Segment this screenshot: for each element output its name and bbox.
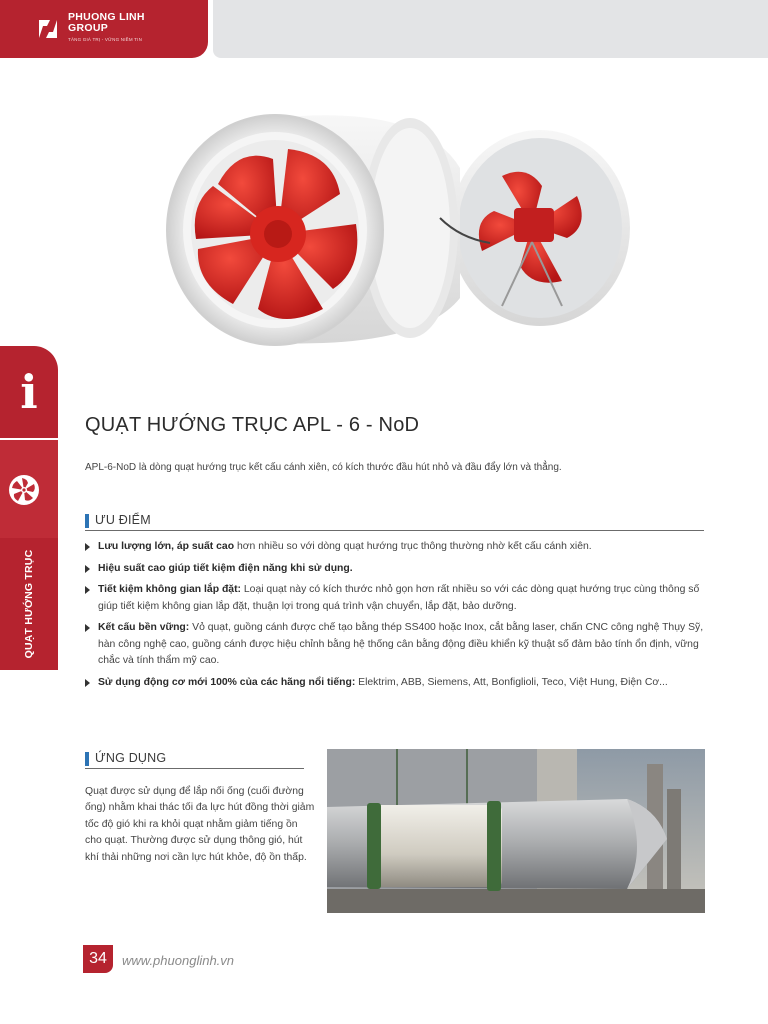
application-photo — [327, 749, 705, 913]
page-title: QUẠT HƯỚNG TRỤC APL - 6 - NoD — [85, 414, 420, 436]
advantages-heading — [85, 511, 704, 531]
side-tab-info — [0, 346, 58, 438]
brand-slogan: TĂNG GIÁ TRỊ - VỮNG NIỀM TIN — [68, 37, 143, 42]
application-text: Quạt được sử dụng để lắp nối ống (cuối đường ống) nhằm khai thác tối đa lực hút đồng thời giảm tốc độ gió khi ra khỏi quạt nhằm giảm tiếng ồn cho quạt. Thường được sử dụng thông gió, hút khí thải những nơi cần lực hút khỏe, độ ồn thấp. — [85, 786, 315, 863]
product-image — [160, 108, 640, 358]
advantage-item-bold: Sử dụng động cơ mới 100% của các hãng nổi tiếng: — [98, 676, 356, 688]
application-heading-text: ỨNG DỤNG — [95, 751, 167, 765]
advantage-item-bold: Kết cấu bền vững: — [98, 622, 190, 633]
bullet-arrow-icon — [85, 565, 90, 573]
advantage-item-text: Loại quạt này có kích thước nhỏ gọn hơn rất nhiều so với các dòng quạt hướng trục cùng thông số giúp tiết kiệm không gian lắp đặt, thuận lợi trong quá trình vận chuyển, lắp đặt, bảo dưỡng. — [98, 584, 700, 612]
bullet-arrow-icon — [85, 624, 90, 632]
advantage-item-bold: Hiệu suất cao giúp tiết kiệm điện năng khi sử dụng. — [98, 562, 353, 574]
heading-accent-bar — [85, 514, 89, 528]
advantage-item — [85, 620, 707, 670]
brand-name-line1: PHUONG LINH — [68, 11, 145, 23]
bullet-arrow-icon — [85, 586, 90, 594]
website-link[interactable]: www.phuonglinh.vn — [122, 953, 235, 968]
fan-icon — [8, 474, 40, 506]
brand-name — [68, 12, 145, 34]
product-intro: APL-6-NoD là dòng quạt hướng trục kết cấu cánh xiên, có kích thước đầu hút nhỏ và đầu đẩy lớn và thẳng. — [85, 462, 562, 473]
advantage-item — [85, 561, 707, 578]
heading-accent-bar — [85, 752, 89, 766]
advantage-item — [85, 675, 707, 692]
bullet-arrow-icon — [85, 679, 90, 687]
brand-logo-block — [0, 0, 208, 58]
brand-name-line2: GROUP — [68, 22, 109, 34]
side-tab-label: QUẠT HƯỚNG TRỤC — [23, 549, 35, 659]
advantage-item — [85, 539, 707, 556]
advantage-item — [85, 582, 707, 615]
bullet-arrow-icon — [85, 543, 90, 551]
advantage-item-text: Vỏ quạt, guồng cánh được chế tạo bằng thép SS400 hoặc Inox, cắt bằng laser, chấn CNC công nghệ Thụy Sỹ, hàn công nghệ cao, guồng cánh được hiệu chỉnh bằng hệ thống cân bằng động điều khiển kỹ thuật số đảm bảo tính ổn định, vững chắc và tính thẩm mỹ cao. — [98, 622, 704, 666]
advantage-item-text: hơn nhiều so với dòng quạt hướng trục thông thường nhờ kết cấu cánh xiên. — [234, 541, 592, 552]
application-heading — [85, 749, 304, 769]
advantages-list — [85, 539, 707, 696]
info-icon: i — [20, 365, 38, 419]
header-bar — [213, 0, 768, 58]
page-number: 34 — [83, 945, 113, 973]
advantage-item-text: Elektrim, ABB, Siemens, Att, Bonfiglioli, Teco, Việt Hung, Điện Cơ... — [355, 676, 668, 688]
brand-logo-icon — [36, 17, 60, 41]
advantage-item-bold: Lưu lượng lớn, áp suất cao — [98, 541, 235, 552]
advantage-item-bold: Tiết kiệm không gian lắp đặt: — [98, 584, 241, 595]
advantages-heading-text: ƯU ĐIỂM — [95, 513, 151, 527]
